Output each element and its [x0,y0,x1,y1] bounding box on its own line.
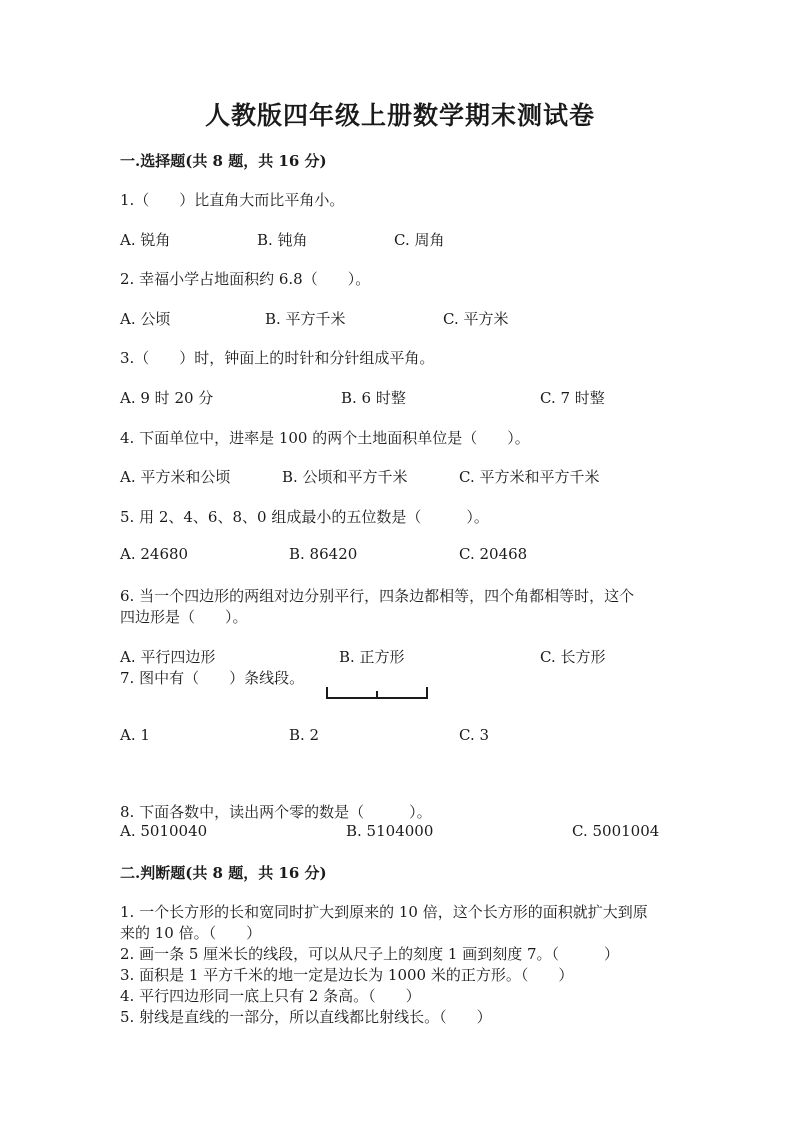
judgment-5: 5. 射线是直线的一部分，所以直线都比射线长。（ ） [120,1008,492,1026]
question-6-option-a: A. 平行四边形 [120,648,216,666]
judgment-1-line-2: 来的 10 倍。（ ） [120,924,262,942]
question-6-line-1: 6. 当一个四边形的两组对边分别平行，四条边都相等，四个角都相等时，这个 [120,587,635,605]
question-2-option-b: B. 平方千米 [265,310,346,328]
line-segment-figure [326,686,428,700]
question-6-option-b: B. 正方形 [339,648,405,666]
question-7: 7. 图中有（ ）条线段。 [120,669,305,687]
question-1-option-a: A. 锐角 [120,231,171,249]
question-3: 3.（ ）时，钟面上的时针和分针组成平角。 [120,349,435,367]
question-1-option-c: C. 周角 [394,231,445,249]
question-7-option-a: A. 1 [120,726,150,744]
question-5-option-c: C. 20468 [459,545,528,563]
question-6-option-c: C. 长方形 [540,648,606,666]
question-5-option-a: A. 24680 [120,545,189,563]
section-heading-choice: 一.选择题(共 8 题，共 16 分) [120,152,327,170]
question-8: 8. 下面各数中，读出两个零的数是（ ）。 [120,803,432,821]
question-3-option-a: A. 9 时 20 分 [120,389,214,407]
page-title: 人教版四年级上册数学期末测试卷 [204,101,595,130]
question-1: 1.（ ）比直角大而比平角小。 [120,191,345,209]
question-2-option-a: A. 公顷 [120,310,171,328]
question-6-line-2: 四边形是（ ）。 [120,608,248,626]
question-5: 5. 用 2、4、6、8、0 组成最小的五位数是（ ）。 [120,508,489,526]
question-4-option-a: A. 平方米和公顷 [120,468,231,486]
question-2-option-c: C. 平方米 [443,310,509,328]
section-heading-judgment: 二.判断题(共 8 题，共 16 分) [120,864,327,882]
question-4-option-c: C. 平方米和平方千米 [459,468,600,486]
judgment-3: 3. 面积是 1 平方千米的地一定是边长为 1000 米的正方形。（ ） [120,966,574,984]
question-5-option-b: B. 86420 [289,545,358,563]
judgment-1-line-1: 1. 一个长方形的长和宽同时扩大到原来的 10 倍，这个长方形的面积就扩大到原 [120,903,648,921]
judgment-4: 4. 平行四边形同一底上只有 2 条高。（ ） [120,987,421,1005]
question-2: 2. 幸福小学占地面积约 6.8（ ）。 [120,270,371,288]
question-7-option-b: B. 2 [289,726,320,744]
question-3-option-c: C. 7 时整 [540,389,605,407]
question-8-option-b: B. 5104000 [346,822,434,840]
question-3-option-b: B. 6 时整 [341,389,406,407]
question-8-option-a: A. 5010040 [120,822,208,840]
judgment-2: 2. 画一条 5 厘米长的线段，可以从尺子上的刻度 1 画到刻度 7。（ ） [120,945,620,963]
question-4: 4. 下面单位中，进率是 100 的两个土地面积单位是（ ）。 [120,429,530,447]
question-1-option-b: B. 钝角 [257,231,308,249]
question-8-option-c: C. 5001004 [572,822,660,840]
question-4-option-b: B. 公顷和平方千米 [282,468,408,486]
question-7-option-c: C. 3 [459,726,490,744]
